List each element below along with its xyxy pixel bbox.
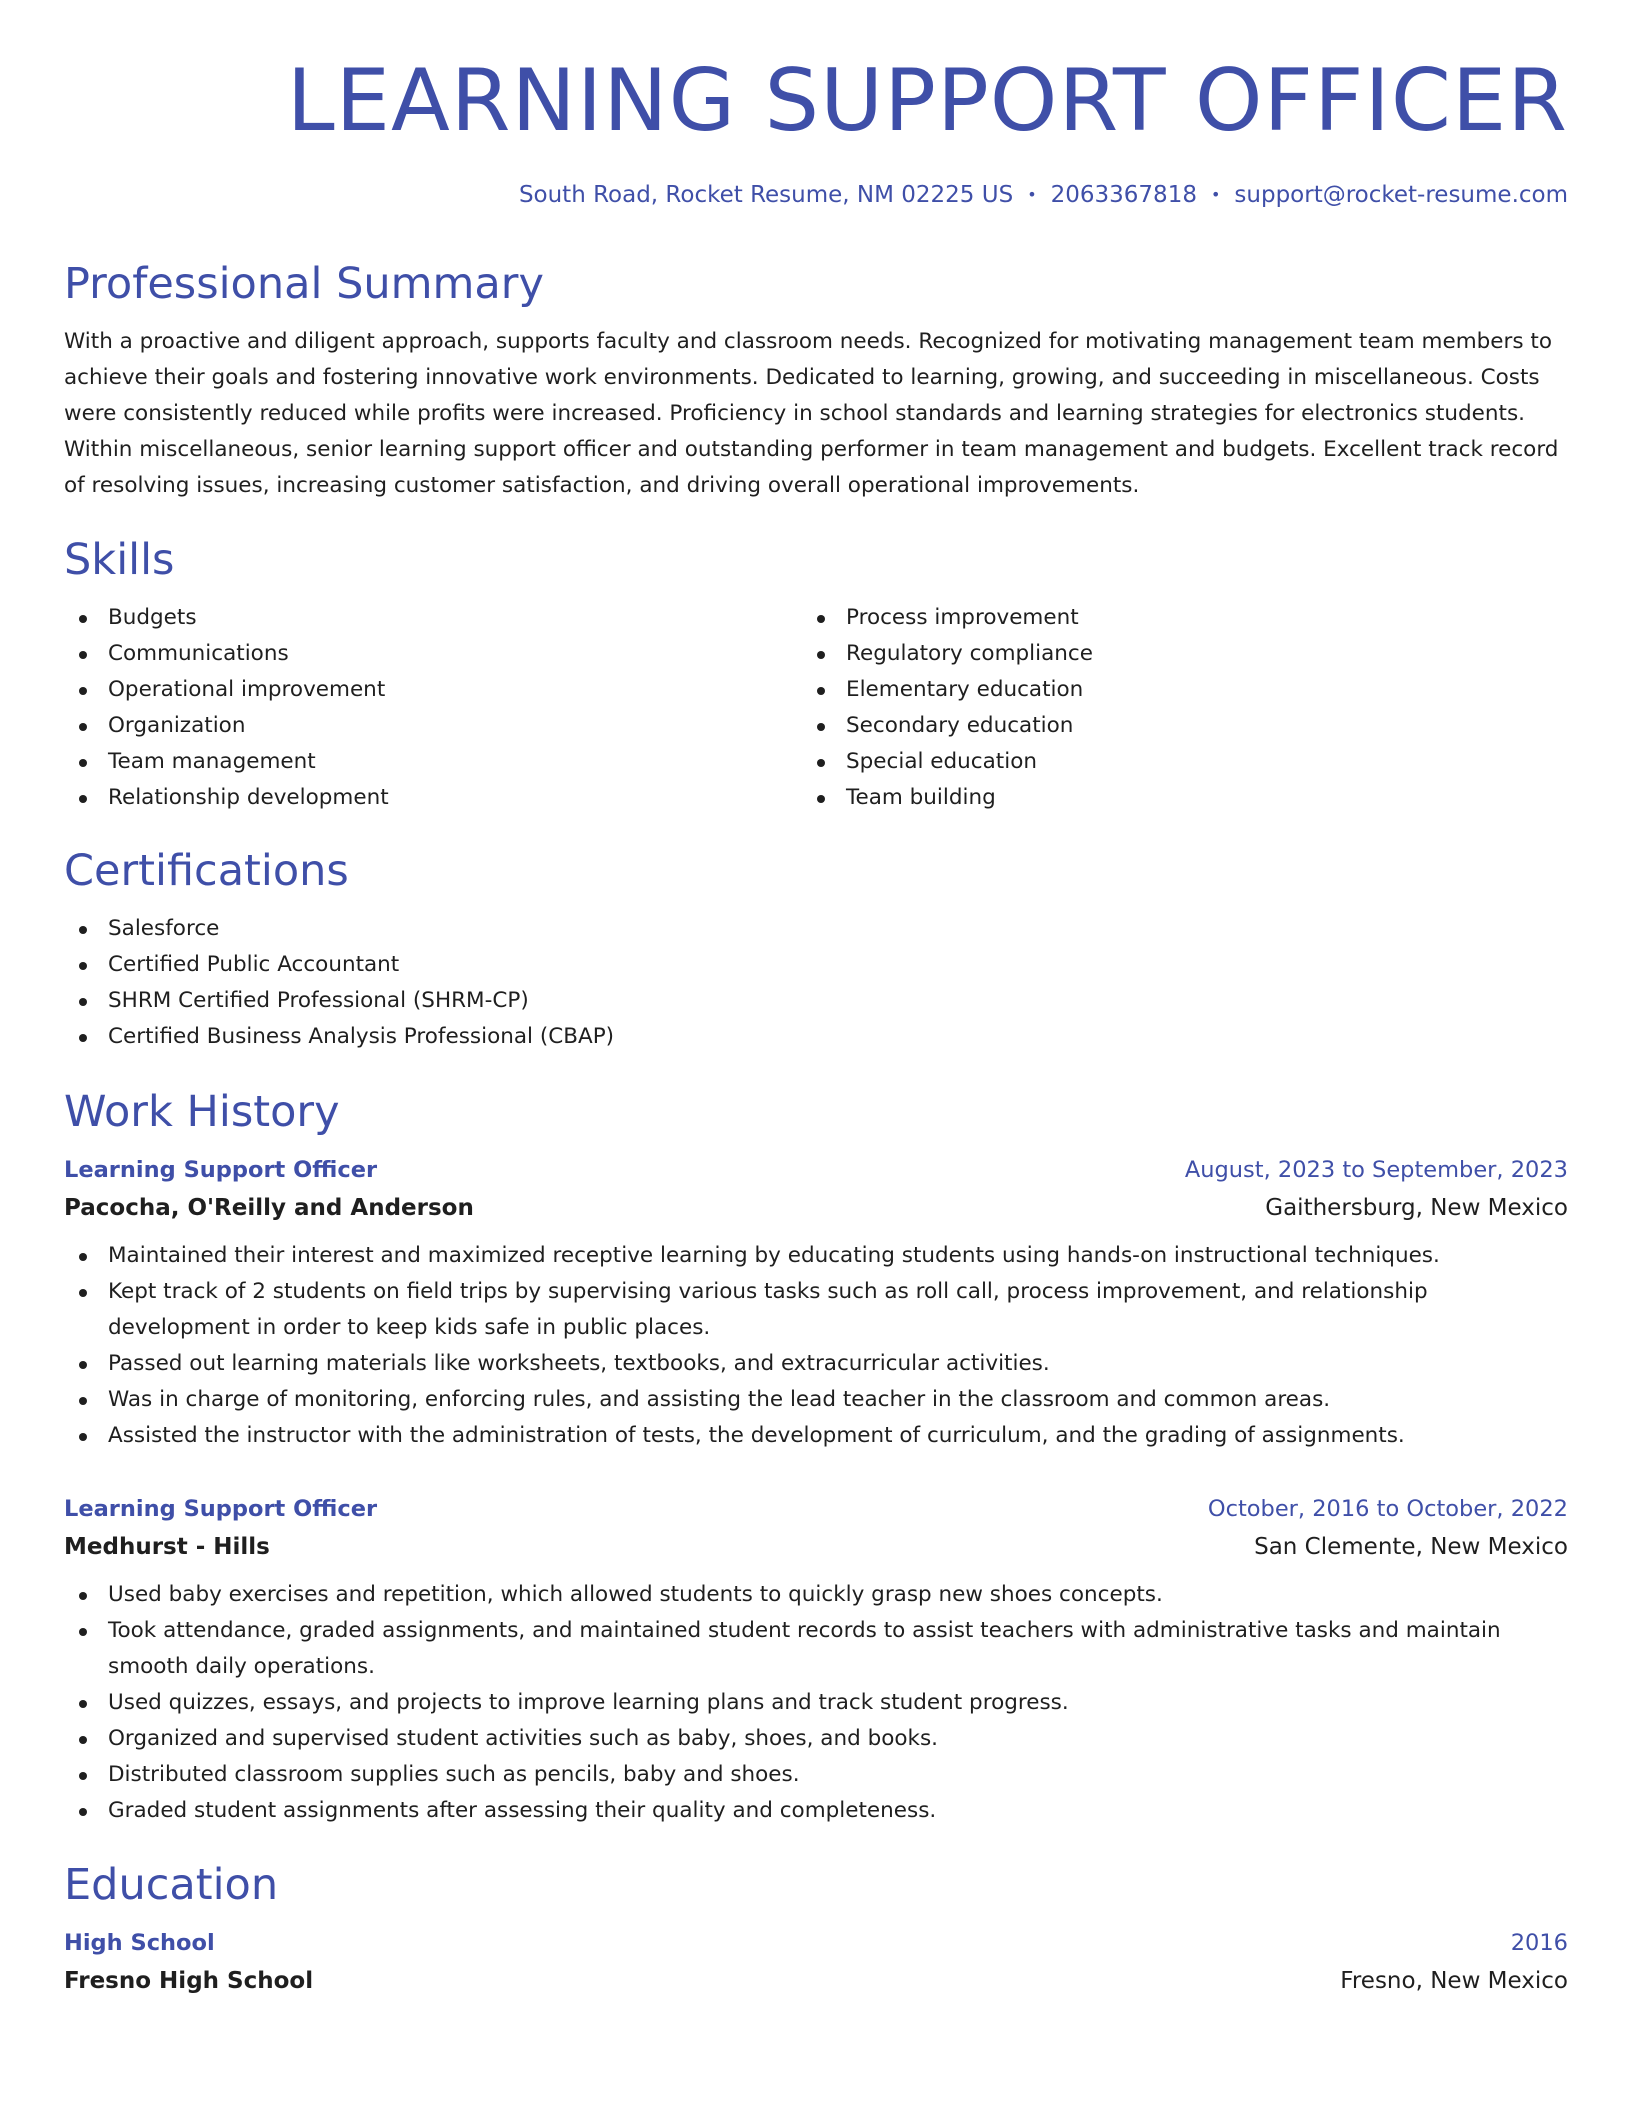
job-duty: Kept track of 2 students on field trips by supervising various tasks such as roll call, process improvement, and relationship development in order to keep kids safe in public places. xyxy=(64,1274,1568,1346)
job-duty: Assisted the instructor with the administration of tests, the development of curriculum, and the grading of assignments. xyxy=(64,1418,1568,1454)
education-entry xyxy=(64,1925,1568,2001)
job-entry xyxy=(64,1491,1568,1829)
work-history-section xyxy=(64,1087,1568,1829)
job-duty: Took attendance, graded assignments, and maintained student records to assist teachers with administrative tasks and maintain smooth daily operations. xyxy=(64,1613,1568,1685)
job-dates: October, 2016 to October, 2022 xyxy=(1207,1496,1568,1522)
education-location: Fresno, New Mexico xyxy=(1340,1968,1568,1994)
contact-email[interactable]: support@rocket-resume.com xyxy=(1234,182,1568,208)
certification-item: Certified Public Accountant xyxy=(64,947,1568,983)
contact-address: South Road, Rocket Resume, NM 02225 US xyxy=(518,182,1014,208)
job-duty: Distributed classroom supplies such as pencils, baby and shoes. xyxy=(64,1757,1568,1793)
education-school-row xyxy=(64,1961,1568,2001)
job-header-row xyxy=(64,1491,1568,1527)
education-heading: Education xyxy=(64,1860,279,1910)
job-entry xyxy=(64,1152,1568,1454)
certification-item: Salesforce xyxy=(64,911,1568,947)
certifications-section xyxy=(64,846,1568,1055)
skills-section xyxy=(64,535,1568,816)
summary-heading: Professional Summary xyxy=(64,259,544,309)
skills-heading: Skills xyxy=(64,535,175,585)
job-location: San Clemente, New Mexico xyxy=(1254,1534,1568,1560)
skills-columns xyxy=(64,600,1568,816)
education-degree: High School xyxy=(64,1930,215,1956)
job-company: Medhurst - Hills xyxy=(64,1534,270,1560)
skill-item: Regulatory compliance xyxy=(802,636,1540,672)
job-location: Gaithersburg, New Mexico xyxy=(1265,1195,1568,1221)
job-duty: Used baby exercises and repetition, which allowed students to quickly grasp new shoes concepts. xyxy=(64,1577,1568,1613)
job-duty: Passed out learning materials like worksheets, textbooks, and extracurricular activities. xyxy=(64,1346,1568,1382)
contact-separator: • xyxy=(1027,185,1037,204)
job-duties-list xyxy=(64,1577,1568,1829)
job-duty: Used quizzes, essays, and projects to improve learning plans and track student progress. xyxy=(64,1685,1568,1721)
job-duty: Graded student assignments after assessing their quality and completeness. xyxy=(64,1793,1568,1829)
skills-list-left xyxy=(64,600,802,816)
job-company: Pacocha, O'Reilly and Anderson xyxy=(64,1195,474,1221)
job-company-row xyxy=(64,1188,1568,1228)
contact-line xyxy=(64,184,1568,207)
education-section xyxy=(64,1860,1568,2001)
job-company-row xyxy=(64,1527,1568,1567)
education-header-row xyxy=(64,1925,1568,1961)
skill-item: Communications xyxy=(64,636,802,672)
skill-item: Team management xyxy=(64,744,802,780)
resume-title: LEARNING SUPPORT OFFICER xyxy=(286,51,1568,151)
certifications-heading: Certifications xyxy=(64,846,349,896)
skill-item: Relationship development xyxy=(64,780,802,816)
certification-item: Certified Business Analysis Professional (CBAP) xyxy=(64,1019,1568,1055)
work-history-heading: Work History xyxy=(64,1087,340,1137)
skill-item: Secondary education xyxy=(802,708,1540,744)
skill-item: Team building xyxy=(802,780,1540,816)
job-duty: Maintained their interest and maximized receptive learning by educating students using hands-on instructional techniques. xyxy=(64,1238,1568,1274)
skill-item: Budgets xyxy=(64,600,802,636)
job-duty: Was in charge of monitoring, enforcing rules, and assisting the lead teacher in the classroom and common areas. xyxy=(64,1382,1568,1418)
summary-section xyxy=(64,259,1568,504)
skill-item: Organization xyxy=(64,708,802,744)
education-year: 2016 xyxy=(1510,1930,1568,1956)
job-dates: August, 2023 to September, 2023 xyxy=(1184,1157,1568,1183)
contact-phone: 2063367818 xyxy=(1050,182,1197,208)
skill-item: Process improvement xyxy=(802,600,1540,636)
job-header-row xyxy=(64,1152,1568,1188)
certifications-list xyxy=(64,911,1568,1055)
skills-list-right xyxy=(802,600,1540,816)
job-duty: Organized and supervised student activities such as baby, shoes, and books. xyxy=(64,1721,1568,1757)
contact-separator: • xyxy=(1210,185,1221,204)
skill-item: Special education xyxy=(802,744,1540,780)
certification-item: SHRM Certified Professional (SHRM-CP) xyxy=(64,983,1568,1019)
summary-text: With a proactive and diligent approach, supports faculty and classroom needs. Recognized for motivating management team members to achieve their goals and fostering innovative work environments. Dedicated to learning, growing, and succeeding in miscellaneous. Costs were consistently reduced while profits were increased. Proficiency in school standards and learning strategies for electronics students. Within miscellaneous, senior learning support officer and outstanding performer in team management and budgets. Excellent track record of resolving issues, increasing customer satisfaction, and driving overall operational improvements. xyxy=(64,329,1559,498)
job-title: Learning Support Officer xyxy=(64,1157,378,1183)
education-school: Fresno High School xyxy=(64,1968,314,1994)
skill-item: Operational improvement xyxy=(64,672,802,708)
job-title: Learning Support Officer xyxy=(64,1496,378,1522)
skill-item: Elementary education xyxy=(802,672,1540,708)
job-duties-list xyxy=(64,1238,1568,1454)
